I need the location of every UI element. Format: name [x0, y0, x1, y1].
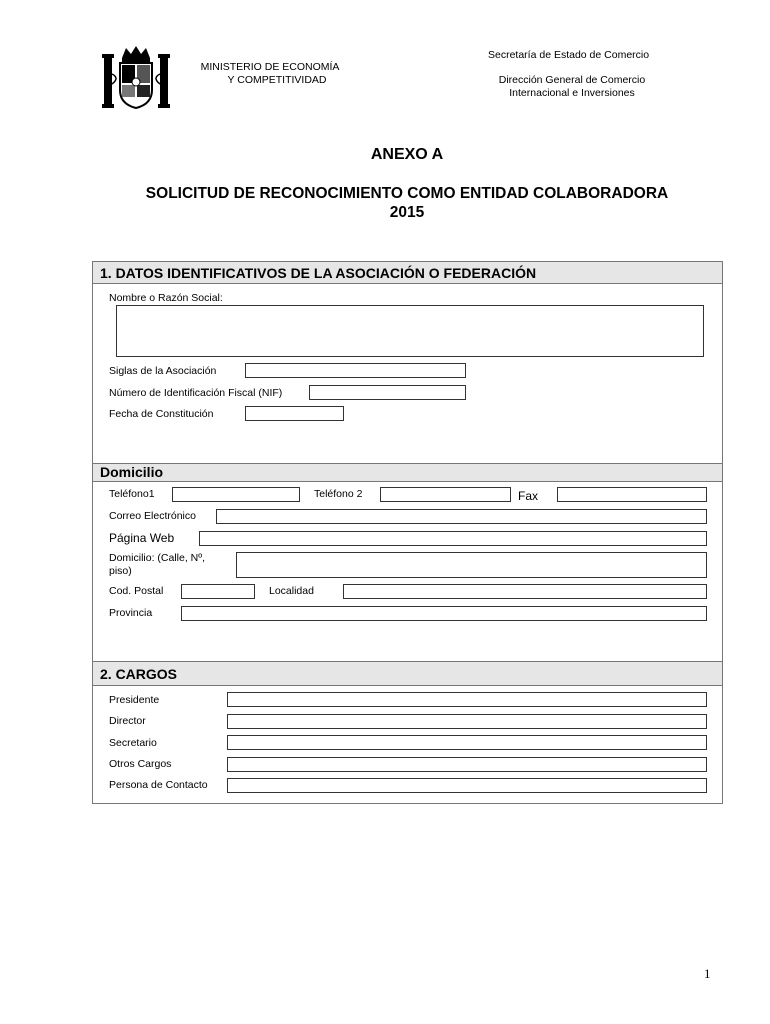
nif-label: Número de Identificación Fiscal (NIF): [109, 387, 283, 399]
fax-field[interactable]: [557, 487, 707, 502]
telefono2-label: Teléfono 2: [314, 488, 363, 500]
persona-contacto-label: Persona de Contacto: [109, 779, 208, 791]
domicilio-label-line1: Domicilio: (Calle, Nº,: [109, 552, 206, 564]
persona-contacto-field[interactable]: [227, 778, 707, 793]
direccion-line1: Dirección General de Comercio: [498, 74, 646, 86]
telefono1-label: Teléfono1: [109, 488, 155, 500]
fecha-field[interactable]: [245, 406, 344, 421]
direccion-general: [480, 74, 664, 100]
localidad-label: Localidad: [269, 585, 314, 597]
correo-label: Correo Electrónico: [109, 510, 196, 522]
domicilio-address-label: [109, 552, 205, 578]
provincia-field[interactable]: [181, 606, 707, 621]
domicilio-address-field[interactable]: [236, 552, 707, 578]
ministry-line2: Y COMPETITIVIDAD: [227, 74, 327, 86]
provincia-label: Provincia: [109, 607, 153, 619]
page-number: 1: [704, 966, 711, 981]
ministry-name: [190, 61, 350, 87]
fecha-label: Fecha de Constitución: [109, 408, 214, 420]
secretaria-label: Secretaría de Estado de Comercio: [488, 49, 650, 61]
document-title-line1: SOLICITUD DE RECONOCIMIENTO COMO ENTIDAD COLABORADORA: [145, 185, 669, 202]
telefono1-field[interactable]: [172, 487, 300, 502]
director-field[interactable]: [227, 714, 707, 729]
correo-field[interactable]: [216, 509, 707, 524]
section1-heading: 1. DATOS IDENTIFICATIVOS DE LA ASOCIACIÓN O FEDERACIÓN: [93, 262, 722, 284]
siglas-label: Siglas de la Asociación: [109, 365, 217, 377]
telefono2-field[interactable]: [380, 487, 511, 502]
fax-label: Fax: [518, 489, 539, 503]
presidente-field[interactable]: [227, 692, 707, 707]
presidente-label: Presidente: [109, 694, 160, 706]
document-title: [0, 184, 770, 222]
coat-of-arms-icon: [100, 44, 172, 112]
web-label: Página Web: [109, 531, 175, 545]
cp-field[interactable]: [181, 584, 255, 599]
localidad-field[interactable]: [343, 584, 707, 599]
director-label: Director: [109, 715, 146, 727]
domicilio-label-line2: piso): [109, 565, 132, 577]
nif-field[interactable]: [309, 385, 466, 400]
anexo-title: ANEXO A: [370, 146, 444, 163]
domicilio-heading: Domicilio: [93, 464, 722, 482]
siglas-field[interactable]: [245, 363, 466, 378]
ministry-line1: MINISTERIO DE ECONOMÍA: [200, 61, 340, 73]
secretario-field[interactable]: [227, 735, 707, 750]
web-field[interactable]: [199, 531, 707, 546]
direccion-line2: Internacional e Inversiones: [509, 87, 635, 99]
nombre-label: Nombre o Razón Social:: [109, 292, 223, 304]
document-title-line2: 2015: [389, 204, 425, 221]
nombre-field[interactable]: [116, 305, 704, 357]
cp-label: Cod. Postal: [109, 585, 164, 597]
section2-heading: 2. CARGOS: [93, 662, 722, 686]
otros-cargos-label: Otros Cargos: [109, 758, 172, 770]
otros-cargos-field[interactable]: [227, 757, 707, 772]
secretario-label: Secretario: [109, 737, 157, 749]
